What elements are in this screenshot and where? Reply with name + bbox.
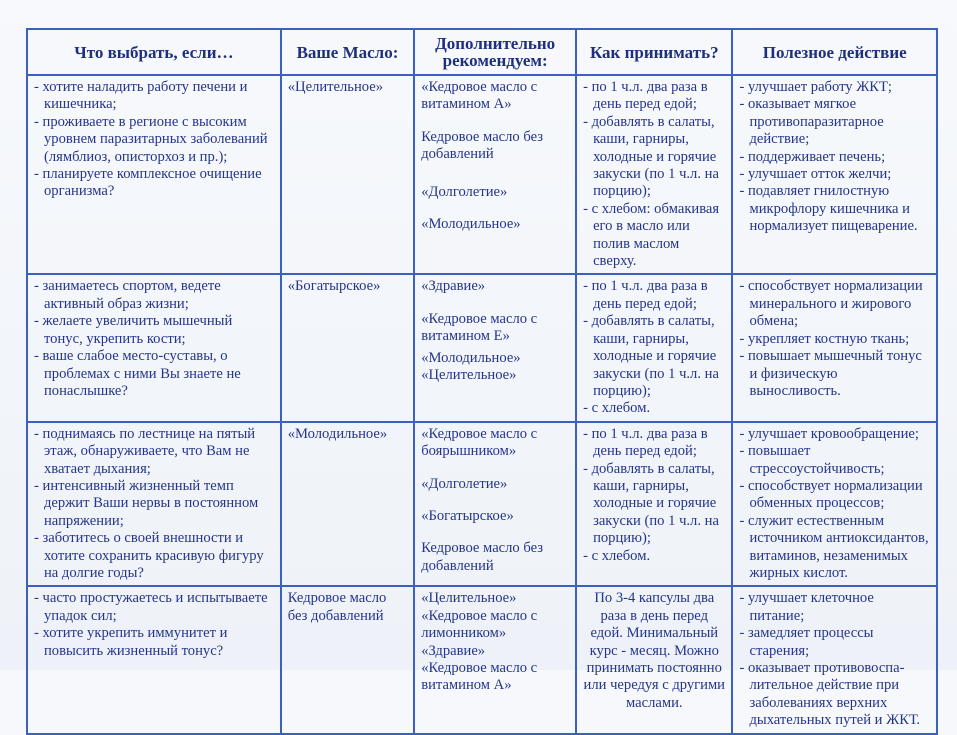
recommended-cell [414, 586, 576, 733]
recommended-item: «Целительное» [421, 590, 517, 607]
recommended-item: Кедровое масло без добавлений [421, 128, 544, 163]
condition-item: - часто простужаетесь и испытываете упадок сил; [34, 590, 274, 625]
effect-item: - оказывает мягкое противопаразитарное действие; [739, 96, 930, 148]
oil-name: Кедровое масло без добавлений [287, 590, 387, 624]
howto-item: - по 1 ч.л. два раза в день перед едой; [583, 426, 725, 461]
howto-item: - добавлять в салаты, каши, гарниры, холодные и горячие закуски (по 1 ч.л. на порцию); [583, 114, 725, 201]
howto-item: - с хлебом. [583, 548, 725, 565]
recommended-item: «Целительное» [421, 367, 517, 384]
recommended-item: «Кедровое масло с витамином А» [421, 660, 538, 694]
howto-cell [576, 586, 732, 733]
effect-item: - улучшает отток желчи; [739, 166, 930, 183]
effects-cell [732, 586, 937, 733]
oil-name: «Целительное» [287, 79, 384, 95]
header-your-oil: Ваше Масло: [281, 29, 414, 75]
effect-item: - способствует нормализации обменных процессов; [739, 478, 930, 513]
condition-item: - хотите укрепить иммунитет и повысить жизненный тонус? [34, 625, 274, 660]
oil-cell [281, 274, 414, 421]
howto-cell [576, 75, 732, 274]
effects-cell [732, 274, 937, 421]
recommended-cell [414, 75, 576, 274]
condition-item: - заботитесь о своей внешности и хотите сохранить красивую фигуру на долгие годы? [34, 530, 274, 582]
header-row [27, 29, 937, 75]
oil-selection-table [26, 28, 938, 735]
howto-item: - добавлять в салаты, каши, гарниры, холодные и горячие закуски (по 1 ч.л. на порцию); [583, 313, 725, 400]
condition-item: - ваше слабое место-суставы, о проблемах с ними Вы знаете не понаслышке? [34, 348, 274, 400]
effect-item: - улучшает кровообращение; [739, 426, 930, 443]
condition-item: - планируете комплексное очищение организма? [34, 166, 274, 201]
effects-cell [732, 422, 937, 587]
conditions-cell [27, 274, 281, 421]
recommended-item: «Здравие» [421, 278, 486, 295]
recommended-item: «Молодильное» [421, 349, 521, 366]
oil-name: «Богатырское» [287, 278, 381, 295]
condition-item: - хотите наладить работу печени и кишечника; [34, 79, 274, 114]
howto-item: - по 1 ч.л. два раза в день перед едой; [583, 278, 725, 313]
effect-item: - улучшает клеточное питание; [739, 590, 930, 625]
oil-name: «Молодильное» [287, 425, 388, 442]
howto-cell [576, 422, 732, 587]
howto-item: - с хлебом: обмакивая его в масло или полив маслом сверху. [583, 201, 725, 271]
howto-item: - с хлебом. [583, 400, 725, 417]
recommended-item: «Долголетие» [421, 183, 508, 200]
table-row [27, 422, 937, 587]
recommended-item: «Здравие» [421, 642, 486, 659]
effect-item: - поддерживает печень; [739, 149, 930, 166]
header-useful-effect: Полезное действие [732, 29, 937, 75]
condition-item: - интенсивный жизненный темп держит Ваши нервы в постоянном напряжении; [34, 478, 274, 530]
conditions-cell [27, 75, 281, 274]
conditions-cell [27, 586, 281, 733]
oil-cell [281, 422, 414, 587]
effect-item: - способствует нормализации минерального и жирового обмена; [739, 278, 930, 330]
condition-item: - занимаетесь спортом, ведете активный образ жизни; [34, 278, 274, 313]
recommended-item: «Кедровое масло с лимонником» [421, 607, 538, 642]
table-row [27, 586, 937, 733]
effect-item: - повышает мышечный тонус и физическую выносливость. [739, 348, 930, 400]
howto-text: По 3-4 капсулы два раза в день перед едой. Минимальный курс - месяц. Можно принимать постоянно или чередуя с другими маслами. [583, 590, 725, 711]
effect-item: - укрепляет костную ткань; [739, 331, 930, 348]
effect-item: - замедляет процессы старения; [739, 625, 930, 660]
oil-cell [281, 586, 414, 733]
condition-item: - поднимаясь по лестнице на пятый этаж, обнаруживаете, что Вам не хватает дыхания; [34, 426, 274, 478]
effect-item: - подавляет гнилостную микрофлору кишечника и нормализует пищеварение. [739, 183, 930, 235]
howto-cell [576, 274, 732, 421]
header-additionally-recommended: Дополнительно рекомендуем: [414, 29, 576, 75]
table-row [27, 274, 937, 421]
recommended-item: «Молодильное» [421, 216, 521, 233]
recommended-cell [414, 422, 576, 587]
recommended-item: Кедровое масло без добавлений [421, 540, 544, 574]
effect-item: - повышает стрессоустойчивость; [739, 443, 930, 478]
condition-item: - проживаете в регионе с высоким уровнем паразитарных заболеваний (лямблиоз, описторхоз и пр.); [34, 114, 274, 166]
effect-item: - оказывает противовоспа-лительное действие при заболеваниях верхних дыхательных путей и ЖКТ. [739, 660, 930, 730]
conditions-cell [27, 422, 281, 587]
condition-item: - желаете увеличить мышечный тонус, укрепить кости; [34, 313, 274, 348]
effect-item: - улучшает работу ЖКТ; [739, 79, 930, 96]
recommended-item: «Долголетие» [421, 475, 508, 492]
effects-cell [732, 75, 937, 274]
effect-item: - служит естественным источником антиоксидантов, витаминов, незаменимых жирных кислот. [739, 513, 930, 583]
howto-item: - добавлять в салаты, каши, гарниры, холодные и горячие закуски (по 1 ч.л. на порцию); [583, 461, 725, 548]
recommended-item: «Кедровое масло с витамином Е» [421, 310, 538, 345]
recommended-item: «Богатырское» [421, 507, 514, 524]
howto-item: - по 1 ч.л. два раза в день перед едой; [583, 79, 725, 114]
oil-cell [281, 75, 414, 274]
recommended-cell [414, 274, 576, 421]
recommended-item: «Кедровое масло с боярышником» [421, 425, 538, 460]
header-what-to-choose: Что выбрать, если… [27, 29, 281, 75]
table-row [27, 75, 937, 274]
header-how-to-take: Как принимать? [576, 29, 732, 75]
recommended-item: «Кедровое масло с витамином А» [421, 79, 538, 113]
